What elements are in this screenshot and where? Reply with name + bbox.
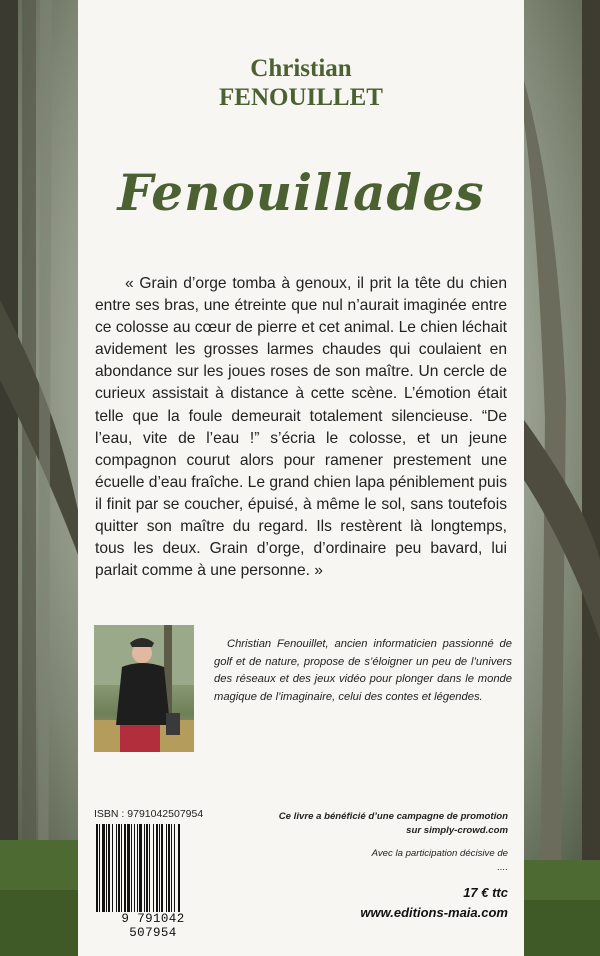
- promotion-note: [279, 810, 508, 838]
- author-last-name: FENOUILLET: [219, 84, 383, 111]
- participation-line-2: ....: [497, 862, 508, 873]
- promotion-line-1: Ce livre a bénéficié d’une campagne de promotion: [278, 811, 508, 822]
- author-biography: Christian Fenouillet, ancien informaticien passionné de golf et de nature, propose de s’éloigner un peu de l’univers des réseaux et des jeux vidéo pour plonger dans le monde magique de l’imaginaire, celui des contes et légendes.: [214, 638, 512, 703]
- isbn-label: ISBN : 9791042507954: [94, 808, 204, 820]
- book-title: Fenouillades: [117, 163, 485, 222]
- promotion-line-2: sur simply-crowd.com: [406, 825, 508, 836]
- back-cover-panel: [78, 0, 524, 956]
- participation-line-1: Avec la participation décisive de: [371, 848, 508, 859]
- participation-note: [372, 847, 508, 875]
- excerpt-quote: « Grain d’orge tomba à genoux, il prit la tête du chien entre ses bras, une étreinte que nul n’aurait imaginée entre ce colosse au cœur de pierre et cet animal. Le chien léchait avidement les grosses larmes chaudes qui coulaient en abondance sur les joues roses de son maître. Un cercle de curieux assistait à distance à cette scène. L’émotion était telle que la foule demeurait totalement silencieuse. “De l’eau, vite de l’eau !” s’écria le colosse, et un jeune compagnon courut alors pour ramener prestement une écuelle d’eau fraîche. Le grand chien lapa péniblement puis il finit par se coucher, épuisé, à même le sol, sans toutefois quitter son maître du regard. Ils restèrent là longtemps, tous les deux. Grain d’orge, d’ordinaire peu bavard, lui parlait comme à une personne. »: [95, 275, 507, 580]
- author-first-name: Christian: [250, 55, 352, 82]
- barcode-number: 9 791042 507954: [94, 912, 212, 940]
- author-photo: [94, 625, 194, 752]
- price-label: 17 € ttc: [463, 885, 508, 900]
- publisher-website: www.editions-maia.com: [360, 905, 508, 920]
- barcode-image: [94, 824, 212, 920]
